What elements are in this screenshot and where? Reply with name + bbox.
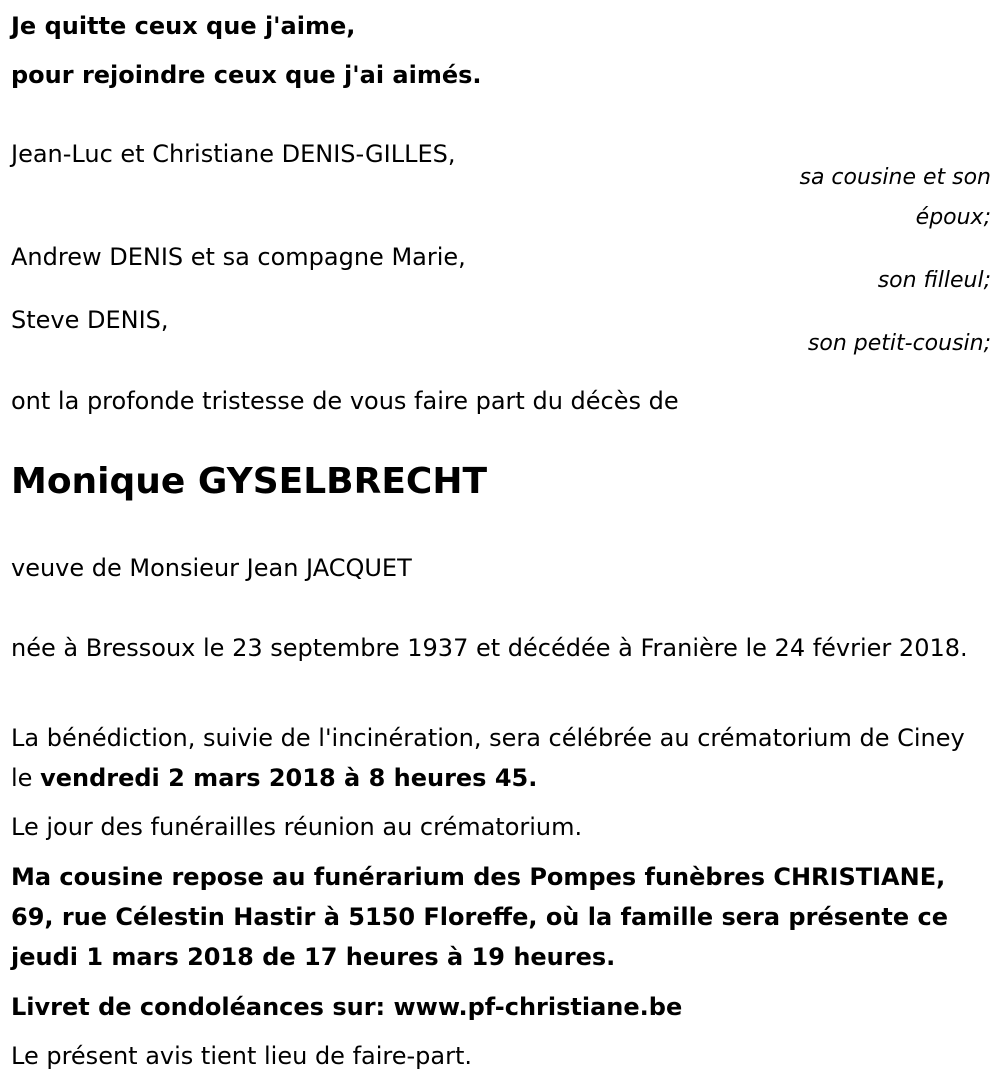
epigraph-line-1: Je quitte ceux que j'aime, xyxy=(11,12,356,40)
condolences-text: Livret de condoléances sur: www.pf-christiane.be xyxy=(11,993,683,1021)
footer-text: Le présent avis tient lieu de faire-part. xyxy=(11,1042,473,1070)
reunion-text: Le jour des funérailles réunion au crématorium. xyxy=(11,813,583,841)
deceased-name: Monique GYSELBRECHT xyxy=(11,461,488,502)
ceremony-paragraph xyxy=(11,718,986,798)
family-member-relation-cont: époux; xyxy=(915,205,991,230)
spouse-text: veuve de Monsieur Jean JACQUET xyxy=(11,554,412,582)
family-member-relation: son filleul; xyxy=(877,268,991,293)
birth-death-text: née à Bressoux le 23 septembre 1937 et décédée à Franière le 24 février 2018. xyxy=(11,634,968,662)
repose-paragraph: Ma cousine repose au funérarium des Pompes funèbres CHRISTIANE, 69, rue Célestin Hastir à 5150 Floreffe, où la famille sera présente ce jeudi 1 mars 2018 de 17 heures à 19 heures. xyxy=(11,863,948,971)
announcement-text: ont la profonde tristesse de vous faire part du décès de xyxy=(11,387,679,415)
ceremony-text: La bénédiction, suivie de l'incinération, sera célébrée au crématorium de Ciney le xyxy=(11,724,965,792)
ceremony-date: vendredi 2 mars 2018 à 8 heures 45. xyxy=(40,764,538,792)
family-member-relation: son petit-cousin; xyxy=(807,331,991,356)
family-member-name: Steve DENIS, xyxy=(11,306,169,334)
family-member-relation: sa cousine et son xyxy=(799,165,991,190)
family-member-name: Andrew DENIS et sa compagne Marie, xyxy=(11,243,466,271)
epigraph-line-2: pour rejoindre ceux que j'ai aimés. xyxy=(11,61,482,89)
family-member-name: Jean-Luc et Christiane DENIS-GILLES, xyxy=(11,140,456,168)
